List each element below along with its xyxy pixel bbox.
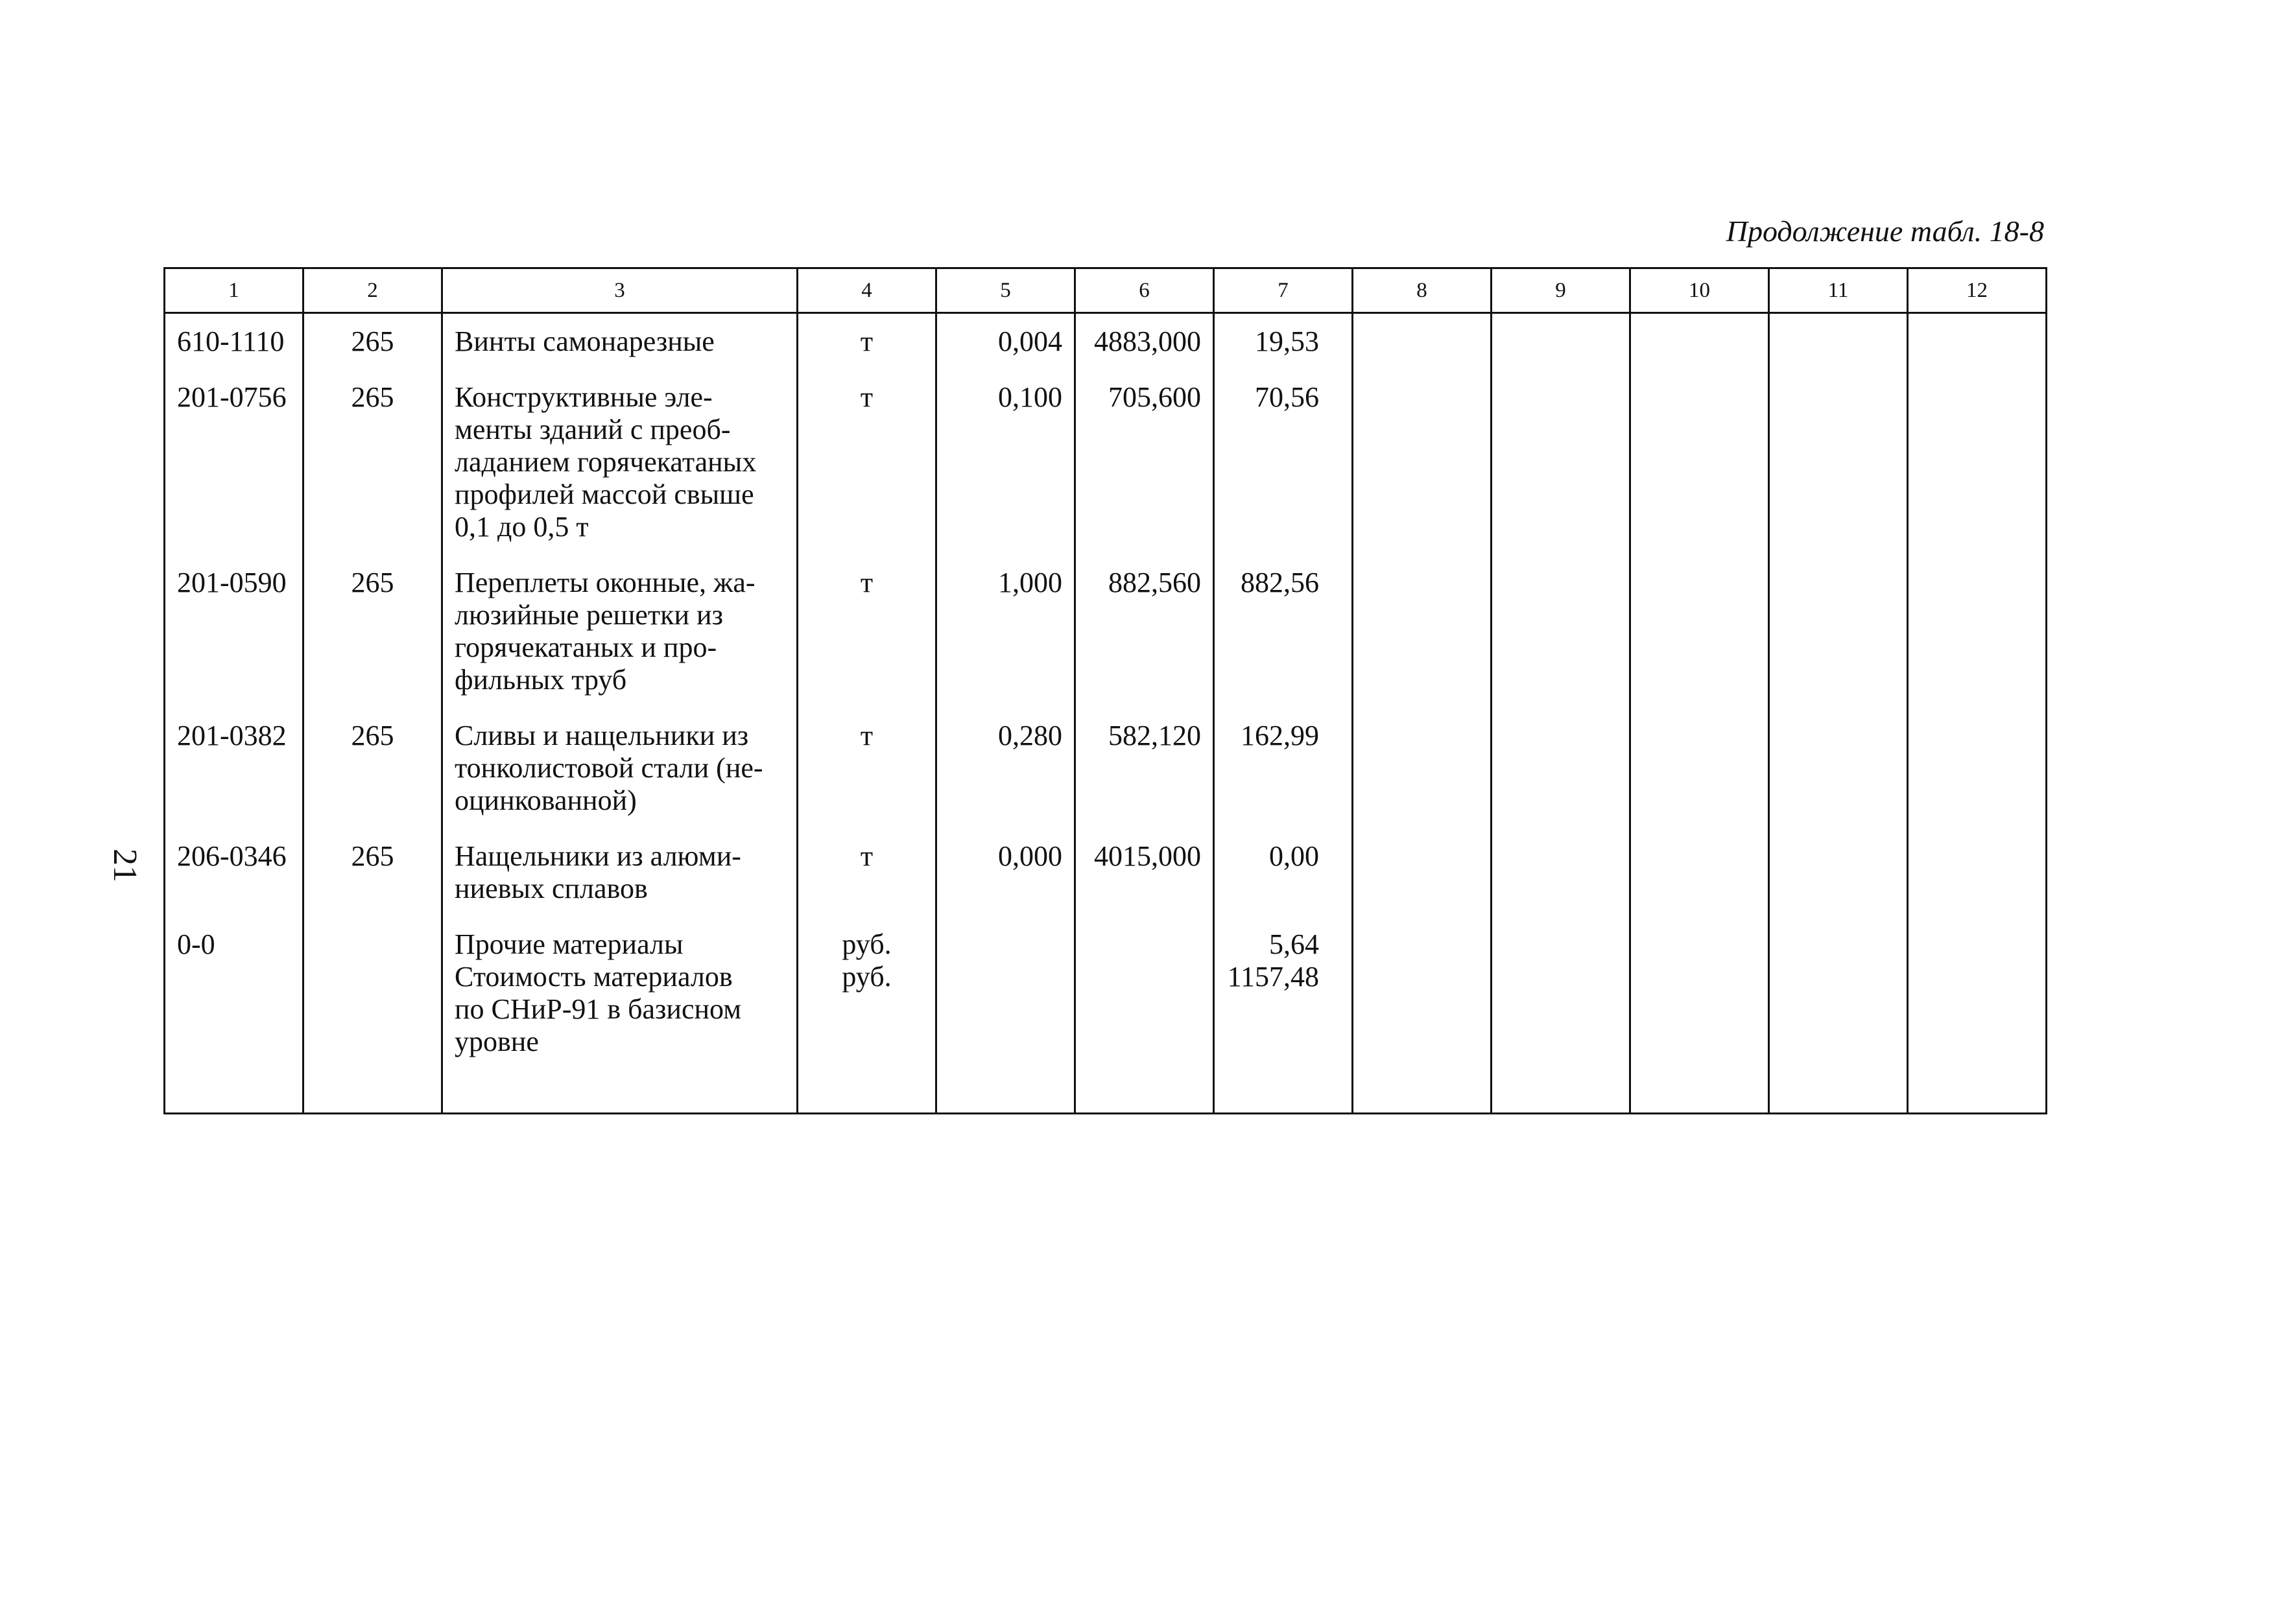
cell-empty [1769,370,1908,555]
name-line: ниевых сплавов [455,873,648,904]
name-line: Стоимость материалов [455,961,733,993]
cell-empty [1492,829,1630,917]
cell-empty [1353,708,1492,829]
total-line: 19,53 [1255,325,1319,357]
cell-empty [1492,708,1630,829]
column-header: 8 [1353,268,1492,313]
cell-empty [1630,555,1769,708]
cell-unit [798,829,936,917]
column-header: 1 [165,268,303,313]
cell-price [1075,917,1214,1114]
cell-empty [1908,917,2047,1114]
total-line: 882,56 [1241,567,1319,598]
column-header: 10 [1630,268,1769,313]
table-row [165,708,2047,829]
cell-code: 206-0346 [165,829,303,917]
name-line: Винты самонарезные [455,325,715,357]
cell-code: 0-0 [165,917,303,1114]
cell-total [1214,555,1353,708]
page-number: 21 [106,849,143,882]
unit-line: т [860,325,874,357]
cell-unit [798,370,936,555]
cell-unit [798,917,936,1114]
total-line: 0,00 [1269,840,1319,872]
name-line: 0,1 до 0,5 т [455,511,589,543]
unit-line: руб. [842,928,892,960]
cell-price: 705,600 [1075,370,1214,555]
cell-empty [1630,708,1769,829]
name-line: оцинкованной) [455,784,637,816]
cell-unit [798,313,936,370]
cell-col2: 265 [303,370,442,555]
cell-empty [1353,555,1492,708]
cell-empty [1492,555,1630,708]
cell-empty [1630,917,1769,1114]
cell-price: 882,560 [1075,555,1214,708]
cell-empty [1769,708,1908,829]
total-line: 5,64 [1269,928,1319,960]
total-line: 162,99 [1241,720,1319,751]
column-header: 2 [303,268,442,313]
table-row [165,829,2047,917]
cell-quantity: 0,280 [936,708,1075,829]
cell-code: 201-0382 [165,708,303,829]
cell-empty [1492,370,1630,555]
cell-name [442,313,798,370]
cell-empty [1769,917,1908,1114]
cell-code: 610-1110 [165,313,303,370]
cell-col2: 265 [303,708,442,829]
cell-empty [1769,555,1908,708]
unit-line: т [860,720,874,751]
name-line: Конструктивные эле- [455,381,713,413]
unit-line: т [860,840,874,872]
column-header: 4 [798,268,936,313]
cell-total [1214,917,1353,1114]
cell-quantity: 0,100 [936,370,1075,555]
cell-quantity: 0,004 [936,313,1075,370]
table-row [165,917,2047,1114]
column-header: 11 [1769,268,1908,313]
column-header: 7 [1214,268,1353,313]
cell-empty [1908,708,2047,829]
cell-empty [1353,917,1492,1114]
cell-empty [1908,313,2047,370]
column-header: 12 [1908,268,2047,313]
table-caption: Продолжение табл. 18-8 [1726,215,2044,248]
cell-empty [1353,370,1492,555]
cell-empty [1492,917,1630,1114]
cell-quantity: 0,000 [936,829,1075,917]
total-line: 70,56 [1255,381,1319,413]
table-body [165,313,2047,1114]
cell-unit [798,708,936,829]
name-line: менты зданий с преоб- [455,414,731,445]
name-line: горячекатаных и про- [455,631,717,663]
cell-total [1214,370,1353,555]
table-row [165,313,2047,370]
cell-name [442,829,798,917]
cell-empty [1353,829,1492,917]
table-row [165,370,2047,555]
name-line: Прочие материалы [455,928,684,960]
name-line: тонколистовой стали (не- [455,752,763,784]
cell-empty [1769,313,1908,370]
cell-empty [1769,829,1908,917]
table-row [165,555,2047,708]
cell-col2: 265 [303,555,442,708]
cell-code: 201-0756 [165,370,303,555]
column-header: 3 [442,268,798,313]
cell-total [1214,829,1353,917]
cell-name [442,917,798,1114]
materials-table [163,267,2047,1114]
cell-name [442,708,798,829]
unit-line: руб. [842,961,892,993]
cell-empty [1908,370,2047,555]
cell-price: 4883,000 [1075,313,1214,370]
cell-name [442,370,798,555]
name-line: Переплеты оконные, жа- [455,567,755,598]
cell-empty [1630,370,1769,555]
cell-name [442,555,798,708]
cell-quantity [936,917,1075,1114]
column-header: 9 [1492,268,1630,313]
cell-total [1214,708,1353,829]
name-line: Сливы и нащельники из [455,720,749,751]
column-header: 5 [936,268,1075,313]
header-row [165,268,2047,313]
name-line: фильных труб [455,664,627,696]
cell-price: 582,120 [1075,708,1214,829]
cell-empty [1630,313,1769,370]
name-line: по СНиР-91 в базисном [455,993,742,1025]
cell-empty [1908,555,2047,708]
name-line: Нащельники из алюми- [455,840,741,872]
cell-total [1214,313,1353,370]
cell-quantity: 1,000 [936,555,1075,708]
name-line: профилей массой свыше [455,478,754,510]
cell-code: 201-0590 [165,555,303,708]
total-line: 1157,48 [1227,961,1319,993]
name-line: уровне [455,1026,539,1057]
cell-col2 [303,917,442,1114]
cell-col2: 265 [303,313,442,370]
cell-empty [1353,313,1492,370]
cell-unit [798,555,936,708]
unit-line: т [860,567,874,598]
cell-empty [1630,829,1769,917]
cell-col2: 265 [303,829,442,917]
name-line: ладанием горячекатаных [455,446,757,478]
cell-empty [1908,829,2047,917]
unit-line: т [860,381,874,413]
column-header: 6 [1075,268,1214,313]
cell-price: 4015,000 [1075,829,1214,917]
cell-empty [1492,313,1630,370]
name-line: люзийные решетки из [455,599,723,631]
